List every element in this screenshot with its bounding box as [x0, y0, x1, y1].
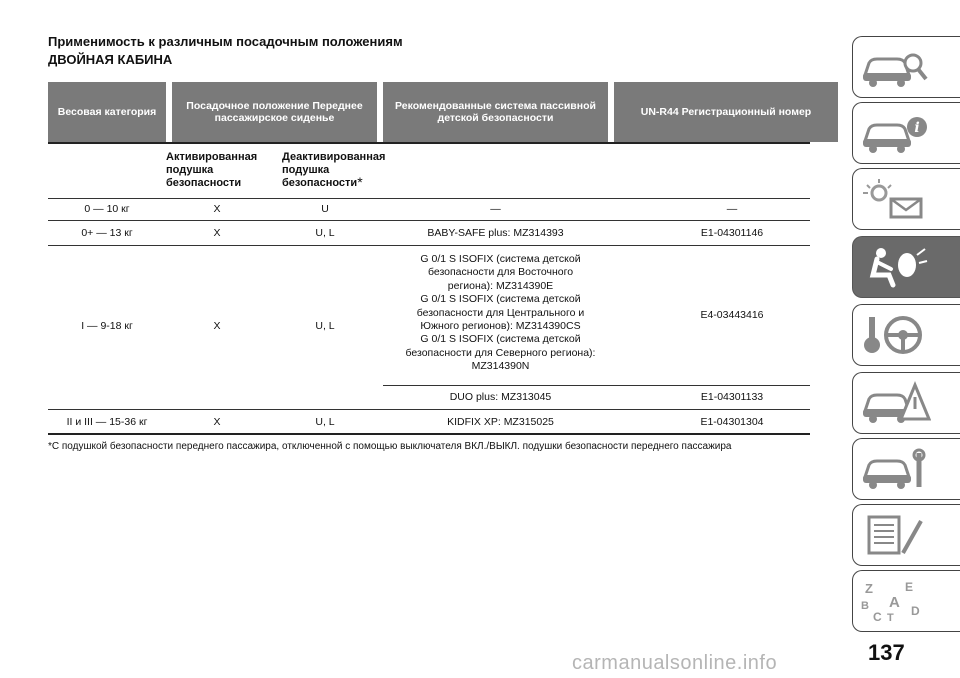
column-header-restraint-system: Рекомендованные система пассивной детской безопасности [383, 82, 608, 142]
seated-person-airbag-icon [859, 245, 931, 289]
system-line: G 0/1 S ISOFIX (система детской [420, 253, 581, 265]
nav-tab-maintenance[interactable] [852, 438, 960, 500]
system-line: безопасности для Северного региона): [405, 346, 596, 359]
svg-text:D: D [911, 604, 920, 618]
key-steering-wheel-icon [859, 313, 931, 357]
column-header-seat-position: Посадочное положение Переднее пассажирское сиденье [172, 82, 377, 142]
nav-tab-warning-lights[interactable] [852, 168, 960, 230]
page-subtitle: ДВОЙНАЯ КАБИНА [48, 52, 173, 67]
column-header-approval-number: UN-R44 Регистрационный номер [614, 82, 838, 142]
car-info-icon [859, 111, 931, 155]
car-search-icon [859, 45, 931, 89]
nav-tab-dashboard[interactable] [852, 36, 960, 98]
car-breakdown-warning-icon [859, 381, 931, 425]
row-divider [383, 385, 810, 386]
cell-approval-number: E1-04301304 [700, 416, 764, 428]
cell-airbag-active: X [213, 227, 221, 239]
cell-airbag-inactive: U, L [315, 320, 335, 332]
svg-text:i: i [914, 120, 920, 136]
row-divider [48, 409, 810, 410]
cell-airbag-inactive: U, L [315, 416, 335, 428]
table-bottom-rule [48, 433, 810, 435]
row-divider [48, 220, 810, 221]
cell-approval-number: E4-03443416 [700, 309, 764, 321]
system-line: региона): MZ314390E [447, 279, 554, 292]
column-header-weight: Весовая категория [48, 82, 166, 142]
system-line: безопасности для Центрального и [416, 306, 585, 319]
car-wrench-icon [859, 447, 931, 491]
row-divider [48, 245, 810, 246]
nav-tab-emergency[interactable] [852, 372, 960, 434]
header-divider [48, 142, 810, 144]
cell-approval-number: E1-04301146 [700, 227, 764, 239]
svg-text:E: E [905, 580, 914, 594]
nav-tab-safety[interactable] [852, 236, 960, 298]
cell-weight: I — 9-18 кг [81, 320, 133, 332]
cell-restraint-system [383, 253, 618, 374]
technical-data-list-icon [859, 513, 931, 557]
cell-weight: 0+ — 13 кг [81, 227, 133, 239]
page-number: 137 [868, 640, 905, 665]
system-line: G 0/1 S ISOFIX (система детской [420, 293, 581, 306]
warning-light-message-icon [859, 177, 931, 221]
cell-weight: 0 — 10 кг [84, 203, 130, 215]
svg-text:T: T [887, 612, 894, 623]
nav-tab-index[interactable] [852, 570, 960, 632]
system-line: Южного регионов): MZ314390CS [420, 320, 581, 333]
cell-airbag-active: X [213, 203, 221, 215]
subheader-airbag-inactive: Деактивированная подушка безопасности* [282, 151, 386, 190]
svg-text:Z: Z [865, 581, 873, 596]
cell-restraint-system: KIDFIX XP: MZ315025 [447, 416, 554, 428]
cell-approval-number: — [726, 203, 738, 215]
footnote: *С подушкой безопасности переднего пассажира, отключенной с помощью выключателя ВКЛ./ВЫКЛ. подушки безопасности переднего пассажира [48, 441, 732, 452]
cell-restraint-system: BABY-SAFE plus: MZ314393 [427, 227, 564, 239]
cell-weight: II и III — 15-36 кг [66, 416, 148, 428]
svg-text:B: B [861, 600, 869, 612]
nav-tab-starting-driving[interactable] [852, 304, 960, 366]
system-line: безопасности для Восточного [427, 266, 574, 279]
svg-text:A: A [889, 594, 900, 611]
nav-tab-technical-data[interactable] [852, 504, 960, 566]
cell-approval-number: E1-04301133 [700, 391, 764, 403]
watermark: carmanualsonline.info [572, 652, 778, 674]
cell-restraint-system: DUO plus: MZ313045 [449, 391, 552, 403]
cell-restraint-system: — [490, 203, 501, 215]
cell-airbag-inactive: U, L [315, 227, 335, 239]
cell-airbag-active: X [213, 416, 221, 428]
nav-tab-car-info[interactable] [852, 102, 960, 164]
cell-airbag-active: X [213, 320, 221, 332]
svg-text:C: C [873, 610, 882, 623]
system-line: MZ314390N [471, 360, 530, 373]
page-title: Применимость к различным посадочным положениям [48, 34, 403, 49]
system-line: G 0/1 S ISOFIX (система детской [420, 333, 581, 346]
row-divider [48, 198, 810, 199]
cell-airbag-inactive: U [321, 203, 329, 215]
subheader-airbag-active: Активированная подушка безопасности [166, 151, 258, 189]
alphabetical-index-icon [859, 579, 931, 623]
